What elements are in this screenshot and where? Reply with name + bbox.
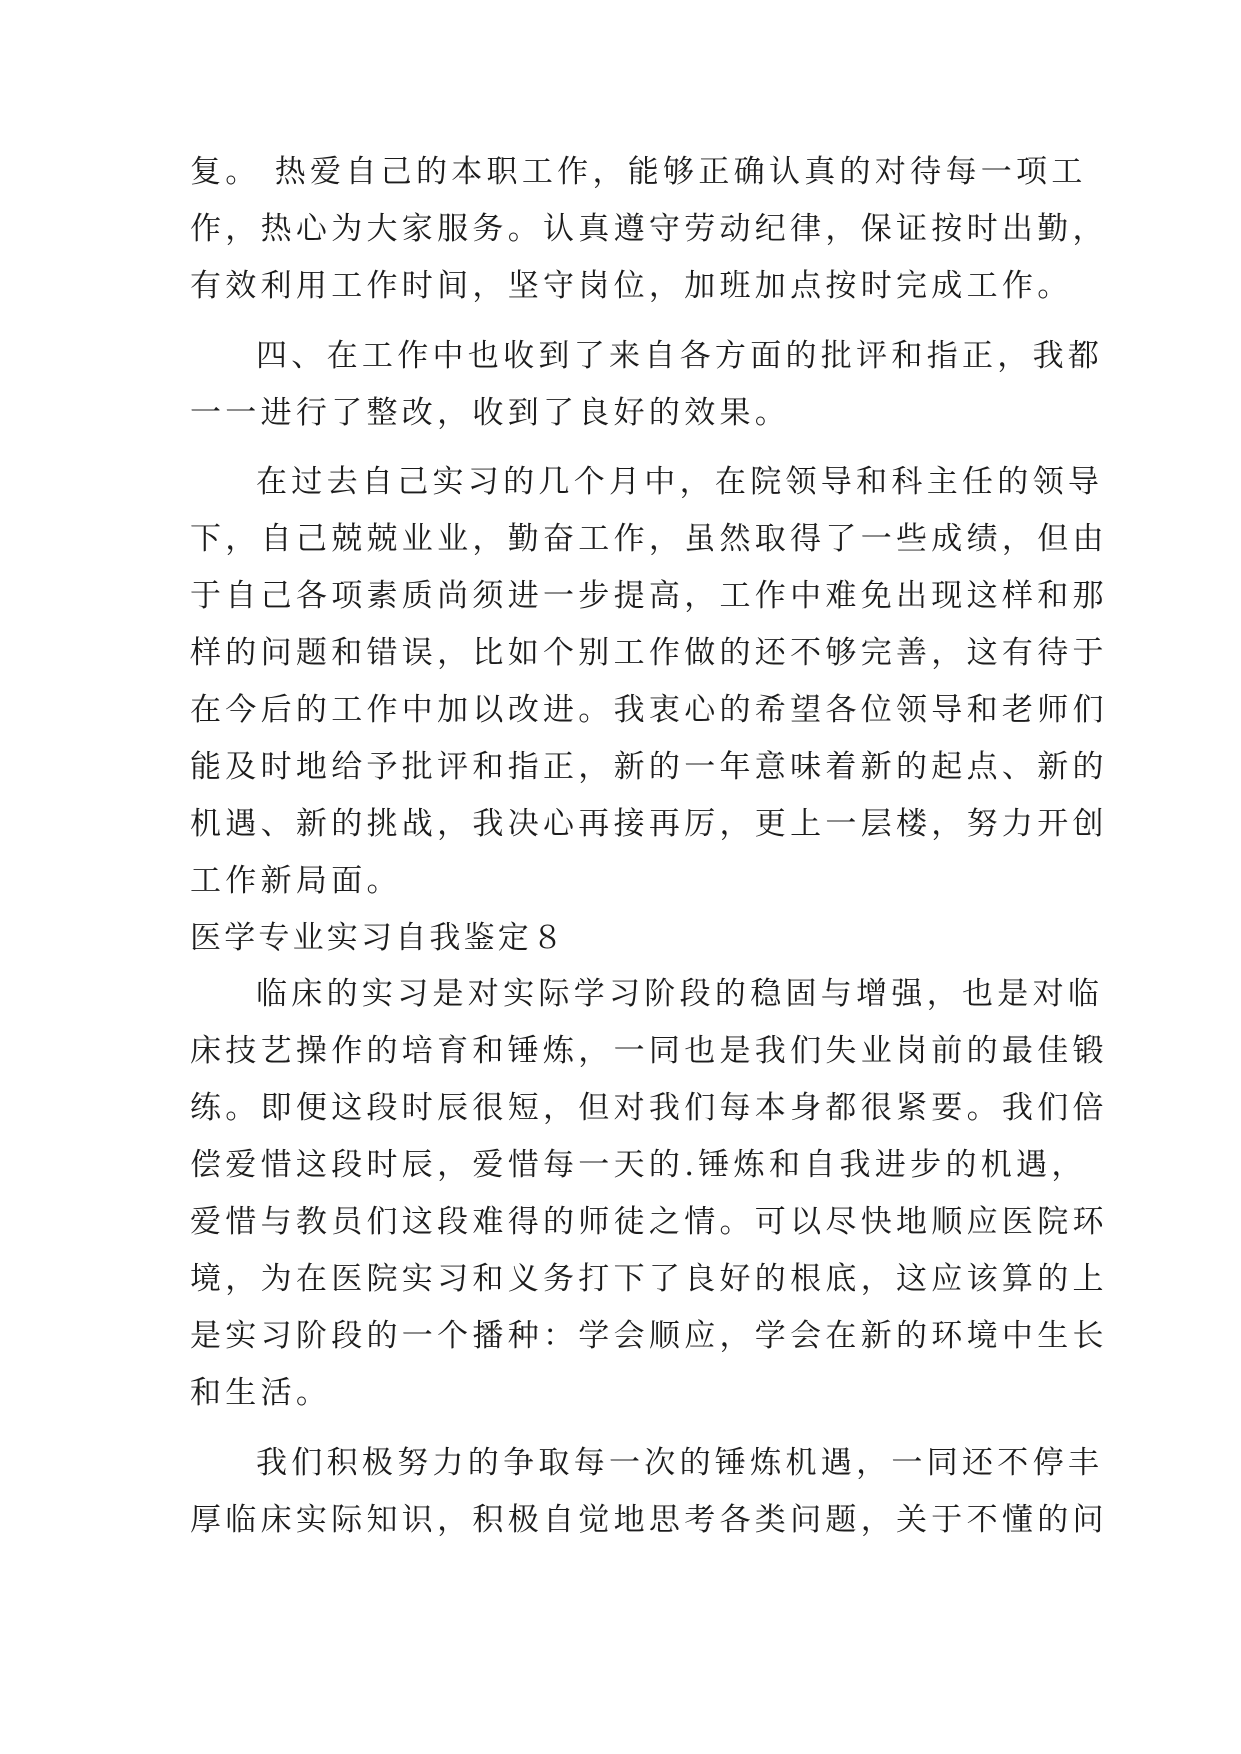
paragraph-line: 四、在工作中也收到了来自各方面的批评和指正，我都 [256, 338, 1104, 374]
paragraph-line: 练。即便这段时辰很短，但对我们每本身都很紧要。我们倍 [190, 1090, 1108, 1126]
section-heading: 医学专业实习自我鉴定８ [190, 920, 567, 956]
paragraph-line: 临床的实习是对实际学习阶段的稳固与增强，也是对临 [256, 976, 1104, 1012]
paragraph-line: 工作新局面。 [190, 863, 402, 899]
paragraph-line: 于自己各项素质尚须进一步提高，工作中难免出现这样和那 [190, 578, 1108, 614]
paragraph-line: 有效利用工作时间，坚守岗位，加班加点按时完成工作。 [190, 268, 1073, 304]
paragraph-line: 境，为在医院实习和义务打下了良好的根底，这应该算的上 [190, 1261, 1108, 1297]
paragraph-line: 在今后的工作中加以改进。我衷心的希望各位领导和老师们 [190, 692, 1108, 728]
paragraph-line: 一一进行了整改，收到了良好的效果。 [190, 395, 791, 431]
paragraph-line: 是实习阶段的一个播种：学会顺应，学会在新的环境中生长 [190, 1318, 1108, 1354]
paragraph-line: 床技艺操作的培育和锤炼，一同也是我们失业岗前的最佳锻 [190, 1033, 1108, 1069]
paragraph-line: 样的问题和错误，比如个别工作做的还不够完善，这有待于 [190, 635, 1108, 671]
paragraph-line: 偿爱惜这段时辰，爱惜每一天的.锤炼和自我进步的机遇， [190, 1147, 1087, 1183]
paragraph-line: 和生活。 [190, 1375, 332, 1411]
paragraph-line: 复。 热爱自己的本职工作，能够正确认真的对待每一项工 [190, 154, 1087, 190]
paragraph-line: 厚临床实际知识，积极自觉地思考各类问题，关于不懂的问 [190, 1502, 1108, 1538]
paragraph-line: 作，热心为大家服务。认真遵守劳动纪律，保证按时出勤， [190, 211, 1108, 247]
paragraph-line: 下，自己兢兢业业，勤奋工作，虽然取得了一些成绩，但由 [190, 521, 1108, 557]
paragraph-line: 机遇、新的挑战，我决心再接再厉，更上一层楼，努力开创 [190, 806, 1108, 842]
paragraph-line: 在过去自己实习的几个月中，在院领导和科主任的领导 [256, 464, 1104, 500]
paragraph-line: 爱惜与教员们这段难得的师徒之情。可以尽快地顺应医院环 [190, 1204, 1108, 1240]
paragraph-line: 我们积极努力的争取每一次的锤炼机遇，一同还不停丰 [256, 1445, 1104, 1481]
paragraph-line: 能及时地给予批评和指正，新的一年意味着新的起点、新的 [190, 749, 1108, 785]
